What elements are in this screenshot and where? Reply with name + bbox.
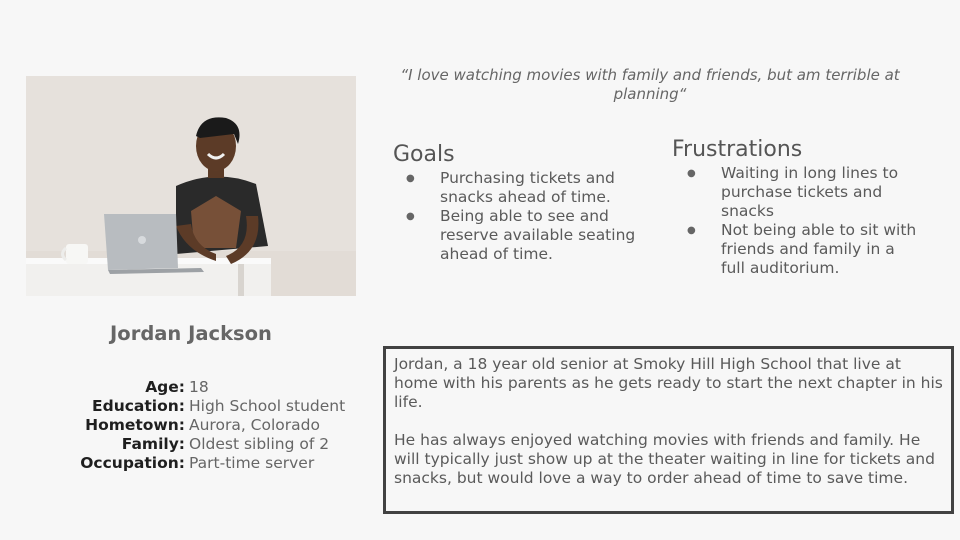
frustrations-list (687, 164, 922, 278)
fact-family (40, 435, 345, 454)
bio-paragraph: He has always enjoyed watching movies with friends and family. He will typically just show up at the theater waiting in line for tickets and snacks, but would love a way to order ahead of time to save time. (394, 431, 935, 487)
bio-box (383, 346, 954, 514)
goals-title: Goals (393, 142, 455, 167)
goal-item: ● Being able to see and reserve available seating ahead of time. (406, 207, 646, 264)
fact-value: 18 (189, 378, 209, 396)
frustrations-title: Frustrations (672, 137, 803, 162)
fact-label: Occupation: (80, 454, 185, 472)
fact-value: Oldest sibling of 2 (189, 435, 330, 453)
fact-occupation (40, 454, 345, 473)
persona-facts (40, 378, 345, 473)
persona-photo (26, 76, 356, 296)
frustration-item: ● Not being able to sit with friends and family in a full auditorium. (687, 221, 922, 278)
fact-value: High School student (189, 397, 346, 415)
fact-label: Education: (92, 397, 185, 415)
goals-list (406, 169, 646, 264)
bio-paragraph: Jordan, a 18 year old senior at Smoky Hill High School that live at home with his parents as he gets ready to start the next chapter in his life. (394, 355, 943, 411)
fact-label: Family: (121, 435, 185, 453)
fact-label: Age: (145, 378, 185, 396)
fact-age (40, 378, 345, 397)
fact-education (40, 397, 345, 416)
persona-quote: “I love watching movies with family and friends, but am terrible at planning“ (400, 66, 900, 103)
fact-value: Aurora, Colorado (189, 416, 320, 434)
fact-label: Hometown: (85, 416, 185, 434)
fact-hometown (40, 416, 345, 435)
persona-name: Jordan Jackson (110, 322, 272, 345)
fact-value: Part-time server (189, 454, 315, 472)
goal-item: ● Purchasing tickets and snacks ahead of time. (406, 169, 646, 207)
frustration-item: ● Waiting in long lines to purchase tickets and snacks (687, 164, 922, 221)
